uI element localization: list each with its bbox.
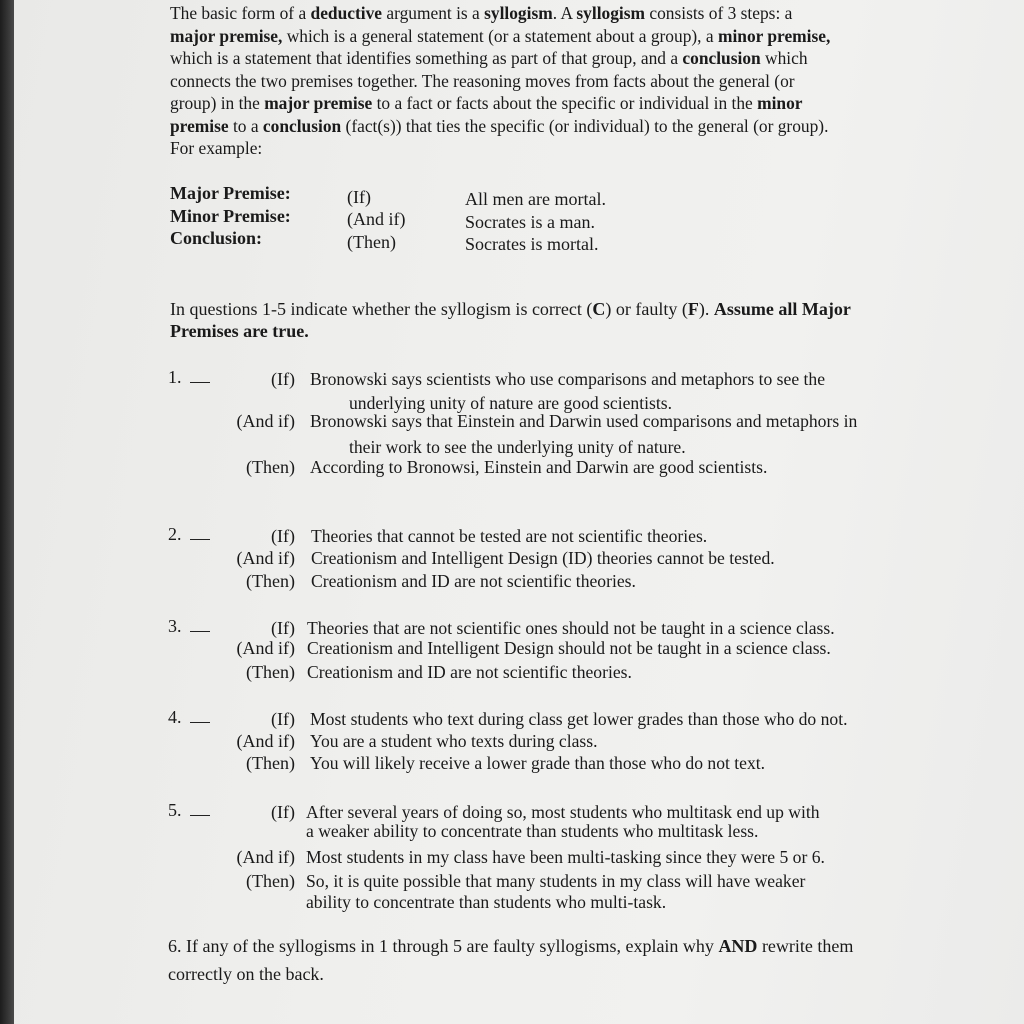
text-run: . A <box>552 3 577 23</box>
example-cond: (Then) <box>347 232 396 252</box>
text-run: ). <box>698 299 714 319</box>
intro-line-1 <box>170 2 792 24</box>
text-run: argument is a <box>382 3 485 23</box>
text-run: which <box>760 48 808 68</box>
answer-blank[interactable] <box>190 617 210 632</box>
statement-text: their work to see the underlying unity of nature. <box>349 437 686 457</box>
bold-term: major premise <box>264 93 373 113</box>
question-1 <box>168 366 210 388</box>
text-run: (fact(s)) that ties the specific (or individual) to the general (or group). <box>341 116 829 136</box>
statement-text: Theories that cannot be tested are not scientific theories. <box>311 526 708 546</box>
intro-line-4 <box>170 70 795 92</box>
answer-blank[interactable] <box>190 368 210 383</box>
condition-label: (If) <box>271 618 295 638</box>
question-6-line-1 <box>168 933 853 959</box>
question-number: 3. <box>168 616 182 636</box>
example-label: Major Premise: <box>170 183 291 203</box>
text-run: correctly on the back. <box>168 964 324 984</box>
condition-label: (And if) <box>236 548 295 568</box>
bold-term: C <box>592 299 606 319</box>
condition-label: (If) <box>271 526 295 546</box>
statement-text: Most students in my class have been multi-tasking since they were 5 or 6. <box>306 847 825 867</box>
statement-text: Most students who text during class get lower grades than those who do not. <box>310 709 848 729</box>
condition-label: (If) <box>271 709 295 729</box>
statement-text: Bronowski says that Einstein and Darwin used comparisons and metaphors in <box>310 411 858 431</box>
bold-term: syllogism <box>484 3 553 23</box>
text-run: which is a general statement (or a statement about a group), a <box>282 26 718 46</box>
answer-blank[interactable] <box>190 801 210 816</box>
statement-text: Bronowski says scientists who use comparisons and metaphors to see the <box>310 369 826 389</box>
bold-term: minor <box>757 93 803 113</box>
example-stmt: Socrates is a man. <box>465 212 595 232</box>
statement-text: ability to concentrate than students who multi-task. <box>306 892 667 912</box>
question-number: 4. <box>168 707 182 727</box>
example-cond: (And if) <box>347 209 406 229</box>
text-run: to a fact or facts about the specific or individual in the <box>372 93 758 113</box>
text-run: to a <box>228 116 263 136</box>
question-5 <box>168 799 210 821</box>
bold-term: Premises are true. <box>170 321 309 341</box>
text-run: 6. If any of the syllogisms in 1 through 5 are faulty syllogisms, explain why <box>168 936 719 956</box>
example-label: Minor Premise: <box>170 206 291 226</box>
instructions-line-1 <box>170 298 851 320</box>
question-6-line-2 <box>168 961 324 987</box>
question-4 <box>168 706 210 728</box>
condition-label: (Then) <box>246 571 295 591</box>
statement-text: Creationism and Intelligent Design should not be taught in a science class. <box>307 638 831 658</box>
text-run: consists of 3 steps: a <box>645 3 793 23</box>
answer-blank[interactable] <box>190 708 210 723</box>
statement-text: After several years of doing so, most students who multitask end up with <box>306 802 820 822</box>
text-run: rewrite them <box>757 936 854 956</box>
condition-label: (And if) <box>236 731 295 751</box>
example-label: Conclusion: <box>170 228 263 248</box>
statement-text: Creationism and ID are not scientific theories. <box>311 571 636 591</box>
statement-text: You will likely receive a lower grade than those who do not text. <box>310 753 766 773</box>
condition-label: (And if) <box>236 638 295 658</box>
text-run: In questions 1-5 indicate whether the syllogism is correct ( <box>170 299 593 319</box>
binder-edge <box>0 0 14 1024</box>
statement-text: So, it is quite possible that many students in my class will have weaker <box>306 871 806 891</box>
condition-label: (And if) <box>236 411 295 431</box>
statement-text: underlying unity of nature are good scientists. <box>349 393 672 413</box>
condition-label: (If) <box>271 802 295 822</box>
intro-line-5 <box>170 92 803 114</box>
intro-line-6 <box>170 115 828 137</box>
answer-blank[interactable] <box>190 525 210 540</box>
text-run: For example: <box>170 138 263 158</box>
statement-text: Creationism and ID are not scientific theories. <box>307 662 632 682</box>
condition-label: (If) <box>271 369 295 389</box>
bold-term: Assume all Major <box>713 299 851 319</box>
condition-label: (And if) <box>236 847 295 867</box>
bold-term: syllogism <box>576 3 646 23</box>
bold-term: premise <box>170 116 229 136</box>
text-run: ) or faulty ( <box>605 299 688 319</box>
example-stmt: All men are mortal. <box>465 189 606 209</box>
question-2 <box>168 523 210 545</box>
statement-text: You are a student who texts during class. <box>310 731 598 751</box>
bold-term: minor premise, <box>717 26 831 46</box>
statement-text: According to Bronowsi, Einstein and Darwin are good scientists. <box>310 457 768 477</box>
question-number: 5. <box>168 800 182 820</box>
text-run: connects the two premises together. The reasoning moves from facts about the general (or <box>170 71 795 91</box>
bold-term: F <box>687 299 699 319</box>
bold-term: AND <box>718 936 758 956</box>
bold-term: conclusion <box>262 116 342 136</box>
statement-text: Theories that are not scientific ones should not be taught in a science class. <box>307 618 835 638</box>
intro-line-2 <box>170 25 830 47</box>
text-run: group) in the <box>170 93 265 113</box>
example-stmt: Socrates is mortal. <box>465 234 599 254</box>
condition-label: (Then) <box>246 457 295 477</box>
statement-text: a weaker ability to concentrate than students who multitask less. <box>306 821 759 841</box>
bold-term: conclusion <box>682 48 761 68</box>
condition-label: (Then) <box>246 871 295 891</box>
instructions-line-2 <box>170 320 309 342</box>
bold-term: deductive <box>310 3 383 23</box>
condition-label: (Then) <box>246 662 295 682</box>
example-cond: (If) <box>347 187 371 207</box>
intro-line-7 <box>170 137 262 159</box>
condition-label: (Then) <box>246 753 295 773</box>
question-number: 2. <box>168 524 182 544</box>
question-3 <box>168 615 210 637</box>
statement-text: Creationism and Intelligent Design (ID) theories cannot be tested. <box>311 548 775 568</box>
bold-term: major premise, <box>170 26 283 46</box>
intro-line-3 <box>170 47 808 69</box>
text-run: which is a statement that identifies something as part of that group, and a <box>170 48 683 68</box>
text-run: The basic form of a <box>170 3 311 23</box>
question-number: 1. <box>168 367 182 387</box>
